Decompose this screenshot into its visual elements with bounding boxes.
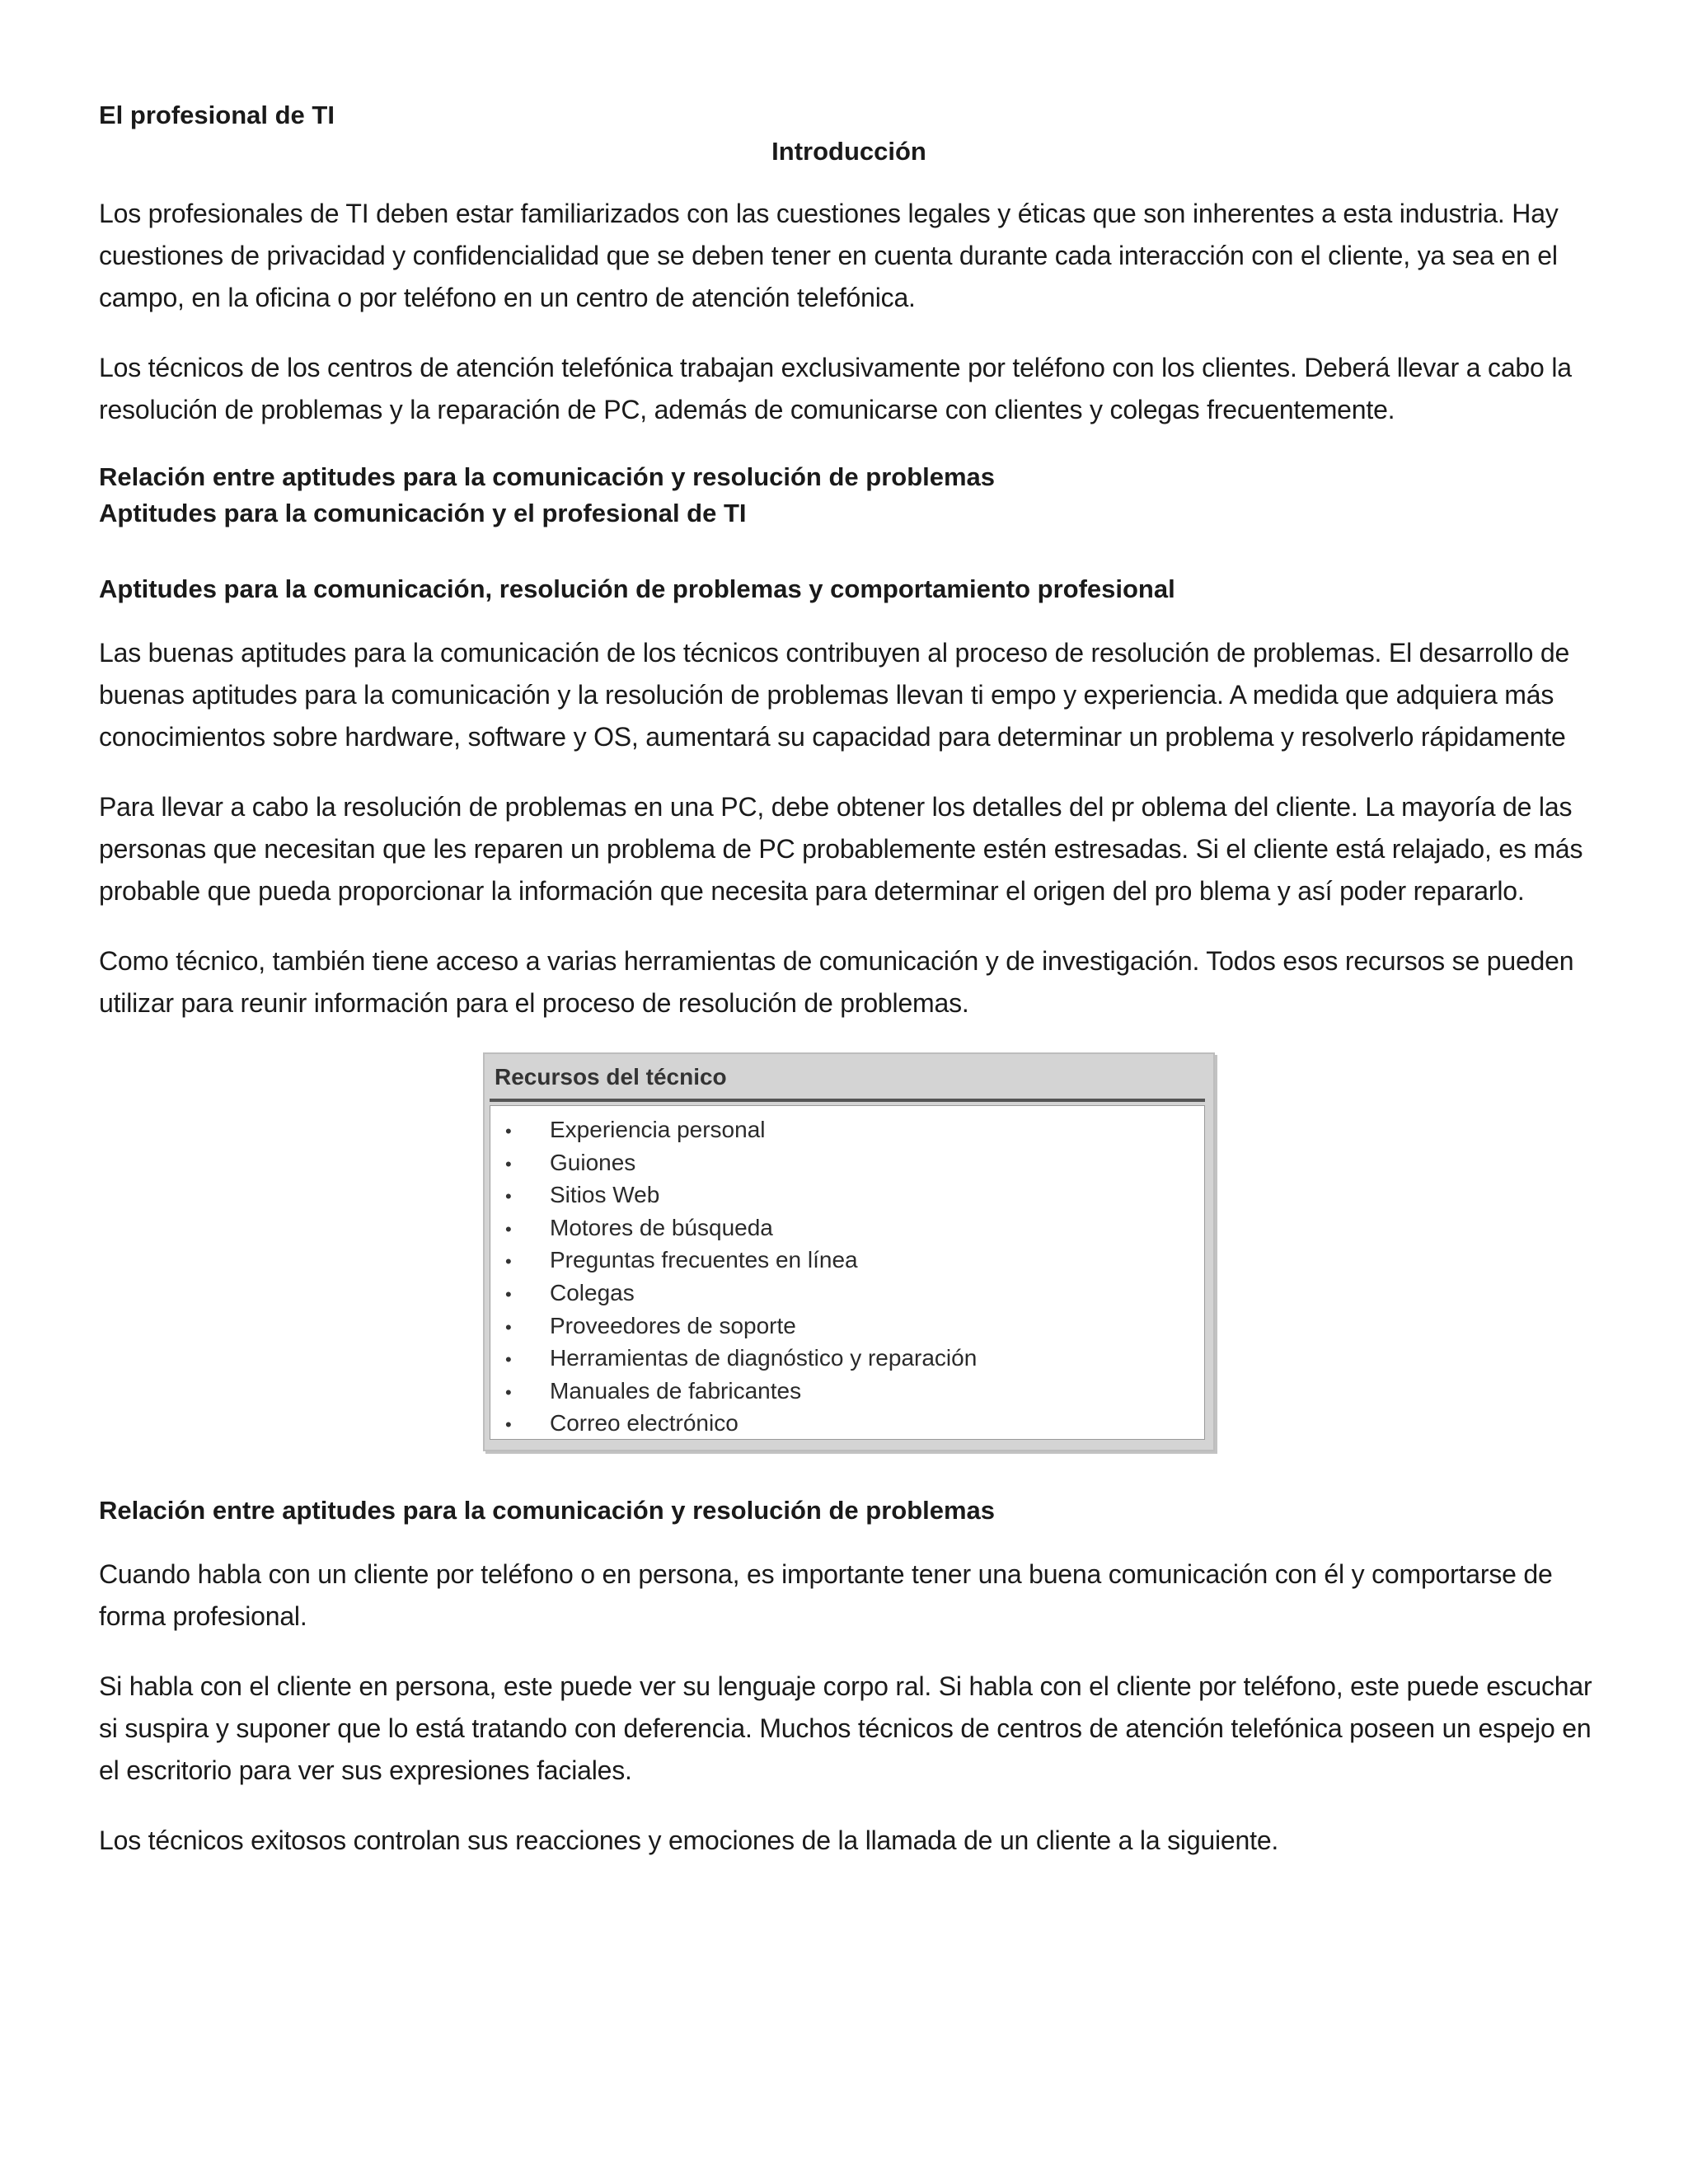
paragraph: Las buenas aptitudes para la comunicación de los técnicos contribuyen al proceso de resolución de problemas. El desarrollo de buenas aptitudes para la comunicación y la resolución de problemas llevan ti empo y experiencia. A medida que adquiera más conocimientos sobre hardware, software y OS, aumentará su capacidad para determinar un problema y resolverlo rápidamente (99, 638, 1570, 752)
list-item (505, 1376, 1204, 1408)
bullet-icon: • (505, 1381, 512, 1403)
list-item-label: Motores de búsqueda (550, 1214, 773, 1240)
section-title-introduccion: Introducción (771, 137, 926, 166)
paragraph: Los técnicos exitosos controlan sus reacciones y emociones de la llamada de un cliente a la siguiente. (99, 1825, 1279, 1855)
paragraph: Cuando habla con un cliente por teléfono o en persona, es importante tener una buena comunicación con él y comportarse de forma profesional. (99, 1559, 1553, 1631)
figure-list (490, 1106, 1204, 1441)
heading-aptitudes-full: Aptitudes para la comunicación, resolución de problemas y comportamiento profesional (99, 574, 1175, 603)
paragraph: Como técnico, también tiene acceso a varias herramientas de comunicación y de investigación. Todos esos recursos se pueden utilizar para reunir información para el proceso de resolución de problemas. (99, 946, 1574, 1018)
bullet-icon: • (505, 1186, 512, 1207)
paragraph: Los profesionales de TI deben estar familiarizados con las cuestiones legales y éticas que son inherentes a esta industria. Hay cuestiones de privacidad y confidencialidad que se deben tener en cuenta durante cada interacción con el cliente, ya sea en el campo, en la oficina o por teléfono en un centro de atención telefónica. (99, 199, 1559, 312)
bullet-icon: • (505, 1316, 512, 1338)
list-item-label: Guiones (550, 1149, 636, 1175)
document-page (99, 97, 1599, 1890)
list-item-label: Preguntas frecuentes en línea (550, 1247, 858, 1273)
heading-wrapper (99, 1493, 1599, 1529)
heading-aptitudes-it: Aptitudes para la comunicación y el profesional de TI (99, 499, 747, 527)
list-item (505, 1408, 1204, 1441)
figure-title: Recursos del técnico (495, 1064, 727, 1090)
list-item-label: Colegas (550, 1279, 635, 1305)
heading-relation-2: Relación entre aptitudes para la comunicación y resolución de problemas (99, 1496, 996, 1525)
figure-divider (490, 1099, 1205, 1102)
bullet-icon: • (505, 1121, 512, 1141)
paragraph: Para llevar a cabo la resolución de problemas en una PC, debe obtener los detalles del pr oblema del cliente. La mayoría de las personas que necesitan que les reparen un problema de PC probablemente estén estresadas. Si el cliente está relajado, es más probable que pueda proporcionar la información que necesita para determinar el origen del pro blema y así poder repararlo. (99, 792, 1583, 906)
heading-group (99, 459, 1599, 532)
list-item-label: Sitios Web (550, 1182, 660, 1208)
list-item-label: Manuales de fabricantes (550, 1377, 802, 1404)
list-item (505, 1310, 1204, 1343)
figure-list-box (490, 1105, 1205, 1440)
list-item (505, 1277, 1204, 1310)
paragraph: Los técnicos de los centros de atención telefónica trabajan exclusivamente por teléfono con los clientes. Deberá llevar a cabo la resolución de problemas y la reparación de PC, además de comunicarse con clientes y colegas frecuentemente. (99, 353, 1572, 424)
list-item-label: Proveedores de soporte (550, 1312, 796, 1338)
document-title: El profesional de TI (99, 101, 335, 129)
list-item-label: Herramientas de diagnóstico y reparación (550, 1345, 978, 1371)
figure-wrapper (99, 1052, 1599, 1451)
list-item (505, 1179, 1204, 1212)
bullet-icon: • (505, 1414, 512, 1436)
list-item (505, 1343, 1204, 1376)
list-item (505, 1114, 1204, 1147)
list-item (505, 1147, 1204, 1180)
heading-relation: Relación entre aptitudes para la comunicación y resolución de problemas (99, 462, 996, 491)
bullet-icon: • (505, 1218, 512, 1240)
figure-recursos-tecnico (483, 1052, 1215, 1451)
list-item-label: Correo electrónico (550, 1410, 738, 1436)
list-item (505, 1212, 1204, 1245)
bullet-icon: • (505, 1283, 512, 1305)
list-item-label: Experiencia personal (550, 1117, 766, 1142)
list-item (505, 1244, 1204, 1277)
bullet-icon: • (505, 1251, 512, 1272)
heading-wrapper (99, 571, 1599, 607)
bullet-icon: • (505, 1349, 512, 1371)
paragraph: Si habla con el cliente en persona, este puede ver su lenguaje corpo ral. Si habla con el cliente por teléfono, este puede escuchar si suspira y suponer que lo está tratando con deferencia. Muchos técnicos de centros de atención telefónica poseen un espejo en el escritorio para ver sus expresiones faciales. (99, 1671, 1592, 1785)
bullet-icon: • (505, 1153, 512, 1174)
